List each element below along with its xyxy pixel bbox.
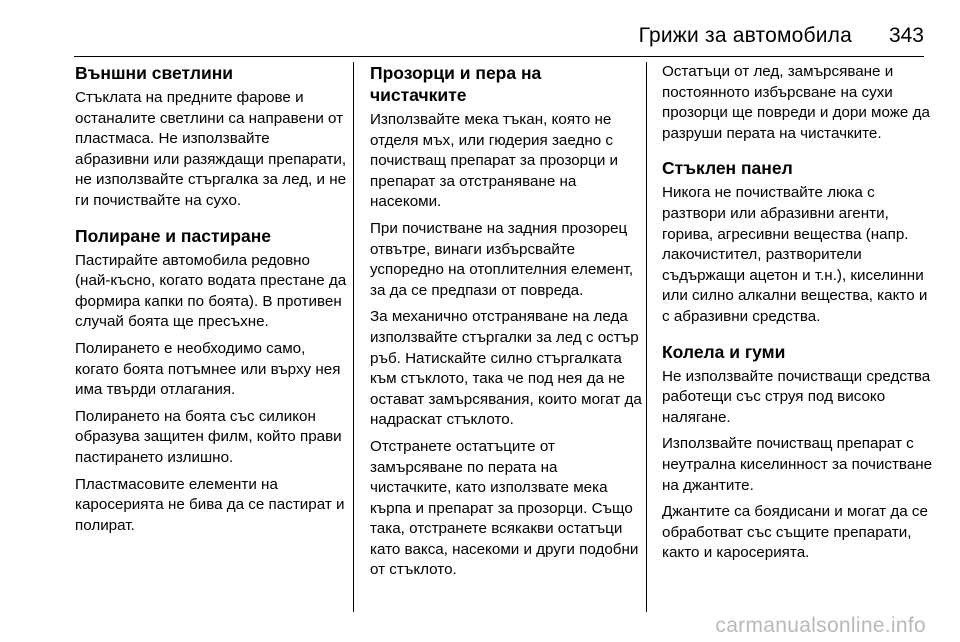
paragraph: Отстранете остатъците от замърсяване по перата на чистачките, като използвате мека кърпа и препарат за прозорци. Също така, отстранете всякакви остатъци като вакса, насекоми и други подобни от стъклото. <box>370 437 639 579</box>
paragraph: Никога не почиствайте люка с разтвори или абразивни агенти, горива, агресивни вещества (напр. лакочистител, разтворители съдържащи ацетон и т.н.), киселинни или силно алкални вещества, както и с абразивни средства. <box>662 184 928 325</box>
heading-polishing-waxing: Полиране и пастиране <box>75 225 272 246</box>
heading-exterior-lights: Външни светлини <box>75 63 234 83</box>
paragraph: Пастирайте автомобила редовно (най-късно, когато водата престане да формира капки по боята). В противен случай боята ще пресъхне. <box>75 251 347 331</box>
paragraph: Полирането на боята със силикон образува защитен филм, който прави пастирането излишно. <box>75 407 342 466</box>
watermark: carmanualsonline.info <box>715 614 926 637</box>
page-title: Грижи за автомобила <box>638 24 852 47</box>
page-header <box>0 0 960 60</box>
paragraph: За механично отстраняване на леда използвайте стъргалки за лед с остър ръб. Натискайте силно стъргалката към стъклото, така че под нея да не остават замърсявания, които могат да надраскат стъклото. <box>370 308 642 429</box>
column-divider <box>353 62 354 612</box>
column-divider <box>646 62 647 612</box>
header-rule <box>74 56 924 57</box>
heading-windows-wipers: Прозорци и пера на чистачките <box>370 63 542 105</box>
paragraph: Не използвайте почистващи средства работещи със струя под високо налягане. <box>662 367 931 426</box>
column-3 <box>662 62 934 570</box>
paragraph: Джантите са боядисани и могат да се обработват със същите препарати, както и каросерията. <box>662 503 928 562</box>
column-2 <box>370 62 642 587</box>
heading-glass-panel: Стъклен панел <box>662 158 793 179</box>
column-1 <box>75 62 347 542</box>
paragraph: Пластмасовите елементи на каросерията не бива да се пастират и полират. <box>75 475 345 534</box>
heading-wheels-tyres: Колела и гуми <box>662 341 786 362</box>
paragraph: Остатъци от лед, замърсяване и постоянното избърсване на сухи прозорци ще повреди и дори може да разруши перата на чистачките. <box>662 63 930 142</box>
paragraph: Използвайте почистващ препарат с неутрална киселинност за почистване на джантите. <box>662 435 933 494</box>
paragraph: Полирането е необходимо само, когато боята потъмнее или върху нея има твърди отлагания. <box>75 339 341 399</box>
page-number: 343 <box>888 24 924 47</box>
paragraph: Използвайте мека тъкан, която не отделя мъх, или гюдерия заедно с почистващ препарат за прозорци и препарат за отстраняване на насекоми. <box>370 111 619 211</box>
paragraph: Стъклата на предните фарове и останалите светлини са направени от пластмаса. Не използвайте абразивни или разяждащи препарати, не използвайте стъргалка за лед, и не ги почиствайте на сухо. <box>75 89 347 209</box>
paragraph: При почистване на задния прозорец отвътре, винаги избърсвайте успоредно на отоплителния елемент, за да се предпази от повреда. <box>370 219 634 299</box>
